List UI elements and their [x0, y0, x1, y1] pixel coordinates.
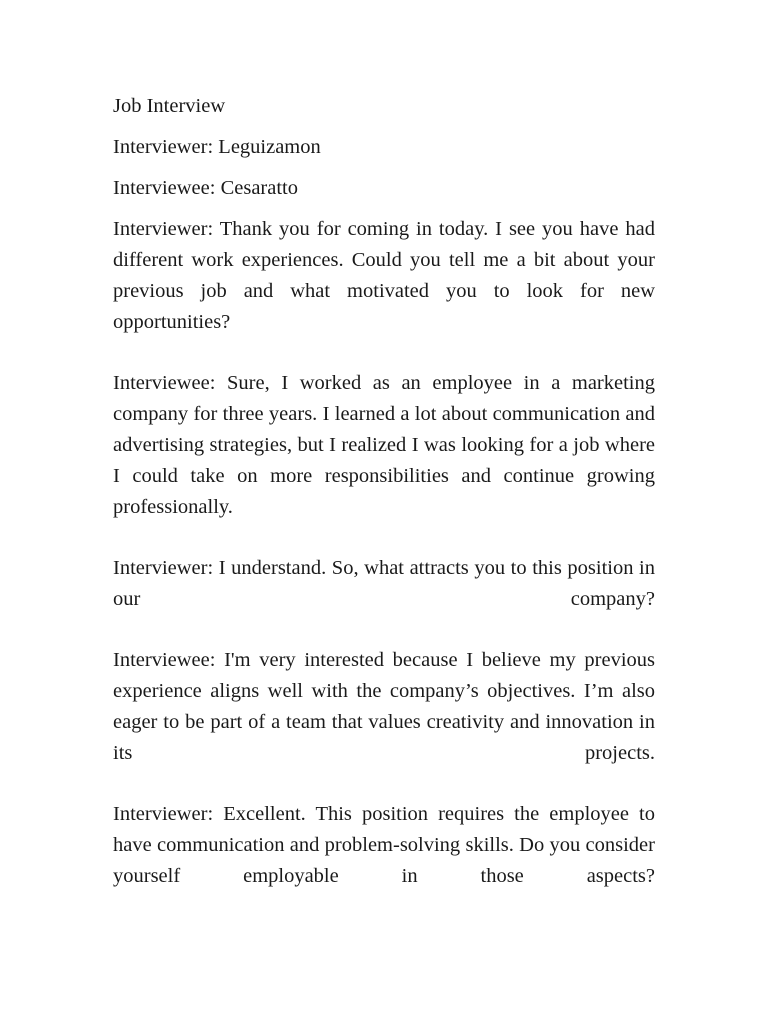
paragraph-interviewee-2: Interviewee: I'm very interested because I believe my previous experience aligns well with the company’s objectives. I’m also eager to be part of a team that values creativity and innovation in its projects. — [113, 649, 655, 764]
document-page — [113, 91, 655, 922]
interviewee-name: Interviewee: Cesaratto — [113, 177, 298, 199]
paragraph-interviewer-2: Interviewer: I understand. So, what attracts you to this position in our company? — [113, 557, 655, 610]
document-title: Job Interview — [113, 95, 226, 117]
paragraph-interviewer-3: Interviewer: Excellent. This position requires the employee to have communication and problem-solving skills. Do you consider yourself employable in those aspects? — [113, 803, 655, 887]
paragraph-interviewee-1: Interviewee: Sure, I worked as an employee in a marketing company for three years. I learned a lot about communication and advertising strategies, but I realized I was looking for a job where I could take on more responsibilities and continue growing professionally. — [113, 372, 655, 518]
paragraph-interviewer-1: Interviewer: Thank you for coming in today. I see you have had different work experiences. Could you tell me a bit about your previous job and what motivated you to look for new opportunities? — [113, 218, 655, 333]
interviewer-name: Interviewer: Leguizamon — [113, 136, 321, 158]
